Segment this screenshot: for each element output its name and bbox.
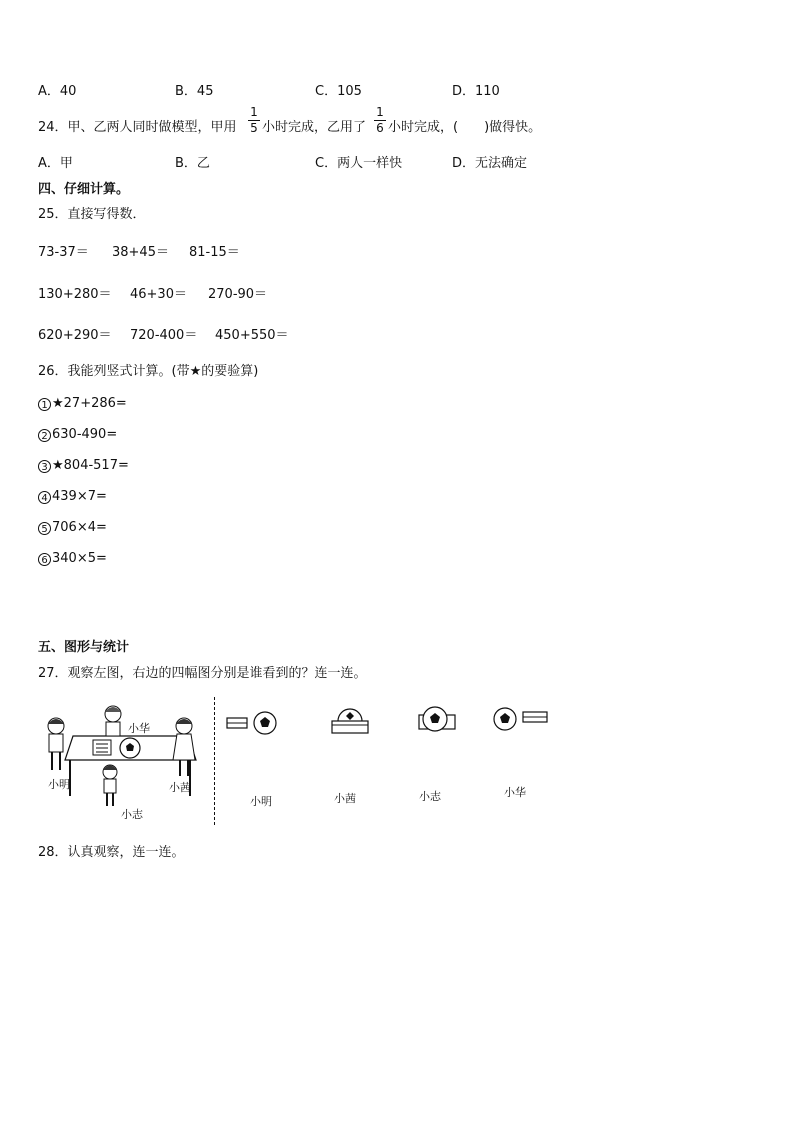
q25-item: 46+30＝ (130, 287, 187, 302)
q24-text-part1: 24．甲、乙两人同时做模型，甲用 (38, 120, 237, 135)
q25-item: 130+280＝ (38, 287, 112, 302)
view-1-label: 小明 (250, 795, 272, 808)
q26-item (38, 427, 117, 443)
q26-item (38, 396, 127, 412)
q24-fraction-2-numerator: 1 (376, 105, 384, 119)
scene-label-xiaoxi: 小茜 (169, 781, 191, 794)
circled-number: 5 (38, 522, 51, 535)
circled-number: 1 (38, 398, 51, 411)
scene-label-xiaozhi: 小志 (121, 808, 143, 821)
q25-item: 720-400＝ (130, 328, 198, 343)
q25-item: 620+290＝ (38, 328, 112, 343)
circled-number: 3 (38, 460, 51, 473)
q26-item (38, 520, 107, 536)
q24-text-part2: 小时完成，乙用了 (262, 120, 367, 135)
q24-text-part3: 小时完成，( )做得快。 (388, 120, 542, 135)
q23-option-a: A．40 (38, 84, 77, 99)
q24-fraction-1 (248, 106, 260, 135)
view-3-image (417, 705, 457, 733)
q25-item: 450+550＝ (215, 328, 289, 343)
section-5-title: 五、图形与统计 (38, 640, 130, 655)
q23-option-b: B．45 (175, 84, 214, 99)
section-4-title: 四、仔细计算。 (38, 182, 130, 197)
q27-prompt: 27．观察左图，右边的四幅图分别是谁看到的？连一连。 (38, 666, 367, 681)
q24-fraction-1-denominator: 5 (250, 121, 258, 135)
q26-expression: 706×4= (52, 520, 107, 535)
view-2-label: 小茜 (334, 792, 356, 805)
q25-item: 73-37＝ (38, 245, 89, 260)
view-1-image (226, 711, 278, 735)
q24-fraction-1-numerator: 1 (250, 105, 258, 119)
view-2-image (330, 707, 370, 735)
dashed-divider (214, 697, 215, 825)
q25-item: 38+45＝ (112, 245, 169, 260)
q25-item: 81-15＝ (189, 245, 240, 260)
q26-expression: 340×5= (52, 551, 107, 566)
q24-option-a: A．甲 (38, 156, 73, 171)
view-3-label: 小志 (419, 790, 441, 803)
circled-number: 2 (38, 429, 51, 442)
circled-number: 6 (38, 553, 51, 566)
q24-fraction-2-denominator: 6 (376, 121, 384, 135)
scene-label-xiaoming: 小明 (48, 778, 70, 791)
q26-prompt: 26．我能列竖式计算。(带★的要验算) (38, 364, 259, 379)
circled-number: 4 (38, 491, 51, 504)
q26-expression: 439×7= (52, 489, 107, 504)
q26-expression: ★804-517= (52, 458, 129, 473)
q25-prompt: 25．直接写得数． (38, 207, 146, 222)
q24-option-c: C．两人一样快 (315, 156, 403, 171)
q28-prompt: 28．认真观察，连一连。 (38, 845, 185, 860)
view-4-label: 小华 (504, 786, 526, 799)
q26-item (38, 489, 107, 505)
q26-expression: 630-490= (52, 427, 118, 442)
q26-item (38, 551, 107, 567)
q24-fraction-2 (374, 106, 386, 135)
q24-option-d: D．无法确定 (452, 156, 528, 171)
q26-expression: ★27+286= (52, 396, 127, 411)
q24-option-b: B．乙 (175, 156, 210, 171)
q23-option-d: D．110 (452, 84, 500, 99)
q26-item (38, 458, 129, 474)
scene-label-xiaohua: 小华 (128, 722, 150, 735)
q23-option-c: C．105 (315, 84, 362, 99)
q25-item: 270-90＝ (208, 287, 268, 302)
view-4-image (493, 707, 549, 731)
